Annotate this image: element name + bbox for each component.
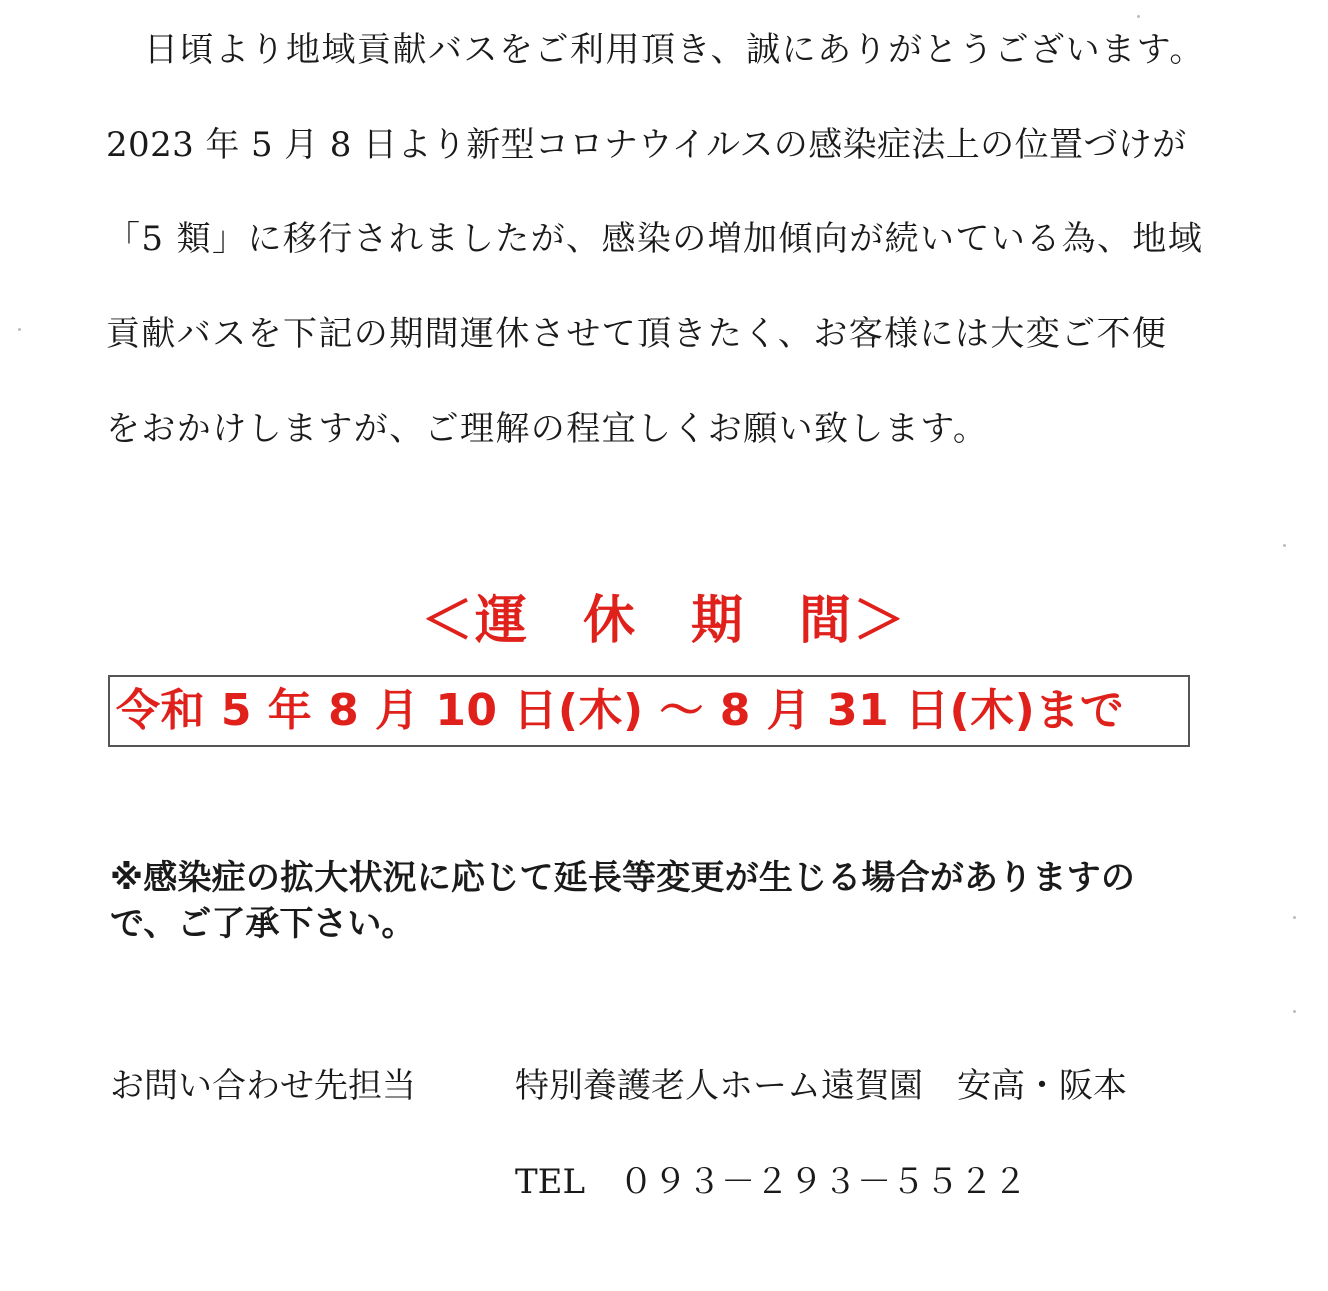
contact-organization: 特別養護老人ホーム遠賀園 安高・阪本 (515, 1066, 1127, 1106)
note-line-2: で、ご了承下さい。 (110, 904, 416, 944)
suspension-period-text: 令和 5 年 8 月 10 日(木) ～ 8 月 31 日(木)まで (116, 685, 1125, 736)
body-line-2: 2023 年 5 月 8 日より新型コロナウイルスの感染症法上の位置づけが (106, 125, 1187, 165)
body-line-3: 「5 類」に移行されましたが、感染の増加傾向が続いている為、地域 (106, 219, 1204, 259)
body-line-5: をおかけしますが、ご理解の程宜しくお願い致します。 (106, 409, 989, 449)
scan-speck (1293, 1010, 1296, 1013)
scan-speck (18, 328, 21, 331)
scan-speck (1137, 15, 1140, 18)
body-line-4: 貢献バスを下記の期間運休させて頂きたく、お客様には大変ご不便 (106, 314, 1168, 354)
note-line-1: ※感染症の拡大状況に応じて延長等変更が生じる場合がありますの (110, 858, 1136, 898)
contact-label: お問い合わせ先担当 (110, 1066, 416, 1106)
suspension-heading: ＜運 休 期 間＞ (420, 591, 907, 651)
scan-speck (1293, 916, 1296, 919)
contact-phone: TEL ０９３－２９３－５５２２ (515, 1162, 1028, 1202)
suspension-period-box (108, 675, 1190, 747)
scan-speck (1283, 544, 1286, 547)
body-line-1: 日頃より地域貢献バスをご利用頂き、誠にありがとうございます。 (144, 30, 1205, 70)
